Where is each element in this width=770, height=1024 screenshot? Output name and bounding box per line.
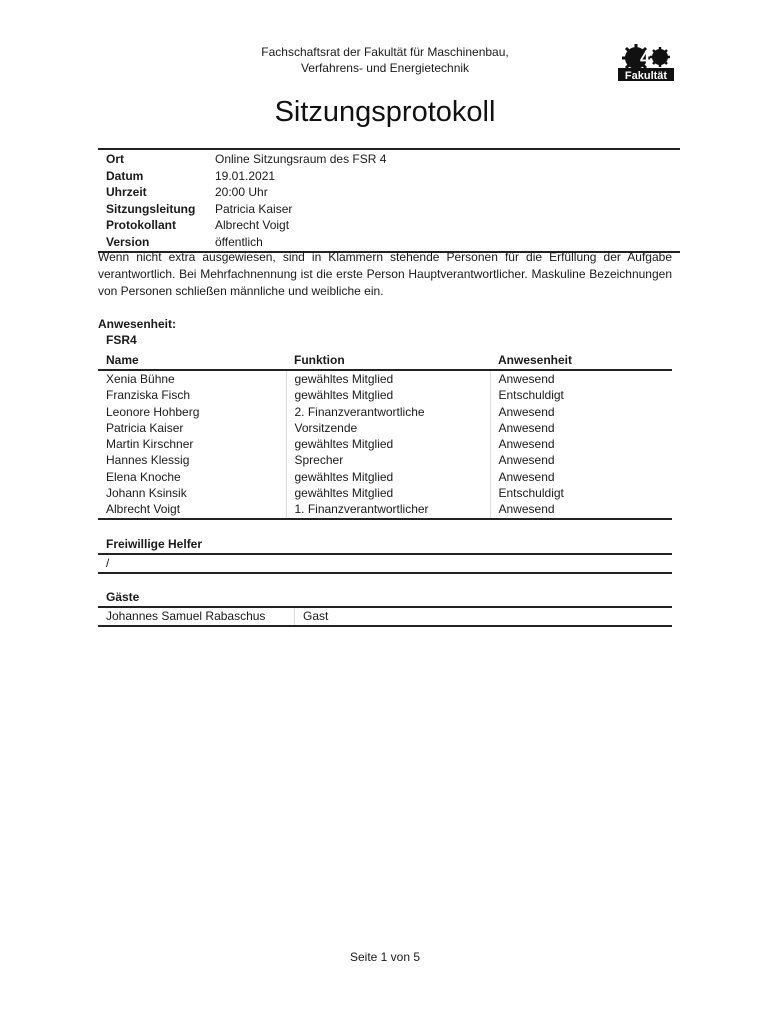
meta-row-chair [98,201,680,218]
cell-attendance: Anwesend [490,404,672,420]
guests-heading: Gäste [98,589,672,608]
cell-attendance: Anwesend [490,469,672,485]
cell-name: Franziska Fisch [106,388,191,403]
volunteers-section [98,536,672,574]
meta-key: Sitzungsleitung [106,201,196,216]
meta-key: Version [106,234,150,249]
table-row [98,452,672,468]
cell-name: Leonore Hohberg [106,404,200,419]
page-number: Seite 1 von 5 [349,950,421,964]
meta-value: 20:00 Uhr [215,185,268,199]
table-row [98,420,672,436]
logo-text: Fakultät [624,70,668,82]
meta-key: Datum [106,168,144,183]
volunteers-row [98,555,672,574]
meta-row-location [98,151,680,168]
cell-name: Hannes Klessig [106,453,190,468]
meta-value: öffentlich [215,234,263,249]
cell-function: gewähltes Mitglied [286,387,490,403]
page-title: Sitzungsprotokoll [274,96,496,128]
meta-value: 19.01.2021 [215,168,276,183]
column-header-attendance: Anwesenheit [490,352,672,370]
faculty-header-line2: Verfahrens- und Energietechnik [300,61,470,75]
meta-row-version [98,234,680,251]
meta-key: Protokollant [106,218,177,232]
attendance-table [98,352,672,520]
volunteers-value: / [106,556,110,570]
cell-function: 1. Finanzverantwortlicher [286,501,490,518]
intro-paragraph: Wenn nicht extra ausgewiesen, sind in Klammern stehende Personen für die Erfüllung der Aufgabe verantwortlich. Bei Mehrfachnennung ist die erste Person Hauptverantwortlicher. Maskuline Bezeichnungen von Personen schließen männliche und weibliche ein. [98,250,672,298]
cell-name: Martin Kirschner [106,437,194,452]
cell-name: Albrecht Voigt [98,501,286,518]
cell-name: Elena Knoche [106,469,181,484]
cell-function: 2. Finanzverantwortliche [286,404,490,420]
guest-role: Gast [303,609,329,623]
cell-function: Vorsitzende [286,420,490,436]
cell-function: gewähltes Mitglied [286,469,490,485]
cell-function: gewähltes Mitglied [286,485,490,501]
cell-attendance: Anwesend [490,501,672,518]
table-row [98,501,672,518]
meta-row-date [98,168,680,185]
cell-attendance: Entschuldigt [490,485,672,501]
guest-row [98,608,672,627]
meta-value: Patricia Kaiser [215,201,293,216]
meta-value: Online Sitzungsraum des FSR 4 [215,152,387,166]
cell-attendance: Anwesend [490,420,672,436]
cell-name: Patricia Kaiser [106,420,184,435]
cell-name: Johann Ksinsik [106,486,187,501]
cell-attendance: Anwesend [490,370,672,387]
table-row [98,436,672,452]
table-row [98,404,672,420]
cell-attendance: Anwesend [490,436,672,452]
table-row [98,387,672,403]
table-header-row [98,352,672,370]
cell-function: gewähltes Mitglied [286,370,490,387]
faculty-header-line1: Fachschaftsrat der Fakultät für Maschinenbau, [261,45,509,59]
cell-name: Xenia Bühne [106,372,175,386]
meeting-info-table [98,148,680,253]
table-row [98,370,672,387]
guest-name: Johannes Samuel Rabaschus [106,608,295,625]
faculty-logo [614,44,676,82]
guests-section [98,589,672,627]
attendance-heading: Anwesenheit: [98,317,177,331]
attendance-group-label: FSR4 [106,333,137,347]
logo-number: 4 [639,48,651,68]
column-header-name: Name [98,352,286,370]
meta-key: Uhrzeit [106,185,147,199]
volunteers-heading: Freiwillige Helfer [98,536,672,555]
table-row [98,469,672,485]
cell-attendance: Anwesend [490,452,672,468]
column-header-function: Funktion [286,352,490,370]
meta-row-time [98,184,680,201]
meta-row-minutes-taker [98,217,680,234]
meta-value: Albrecht Voigt [215,218,290,232]
cell-function: gewähltes Mitglied [286,436,490,452]
table-row [98,485,672,501]
cell-function: Sprecher [286,452,490,468]
cell-attendance: Entschuldigt [490,387,672,403]
meta-key: Ort [106,152,124,166]
